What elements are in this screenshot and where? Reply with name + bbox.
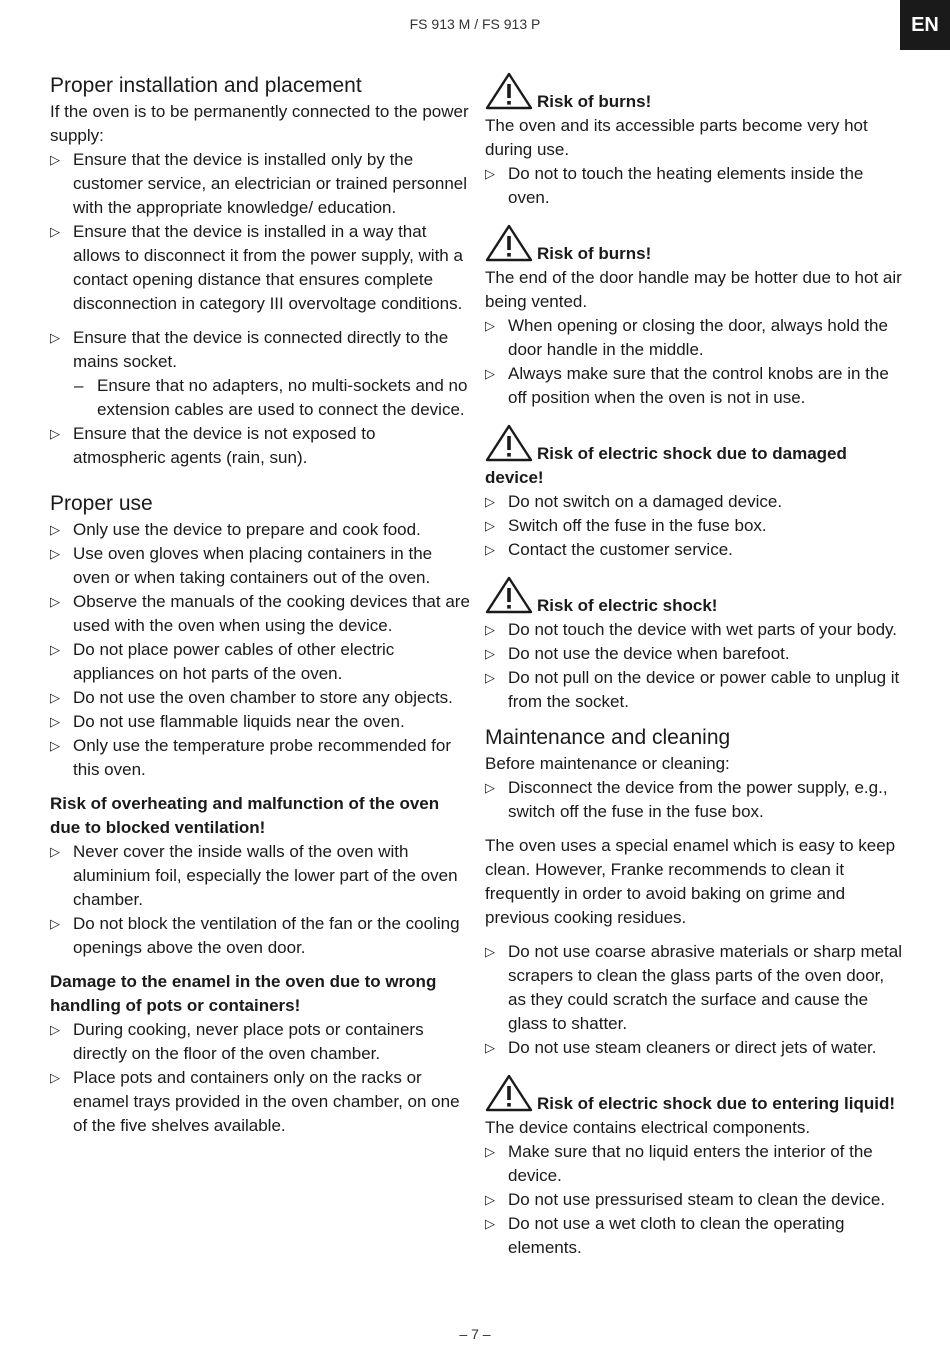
warning-title: Risk of electric shock!	[537, 596, 718, 615]
shock-warning-2	[485, 576, 905, 618]
shock1-list	[485, 490, 905, 562]
section-title-installation: Proper installation and placement	[50, 74, 362, 97]
list-item: ▷ Make sure that no liquid enters the interior of the device.	[485, 1140, 905, 1188]
list-item: ▷ Do not use the device when barefoot.	[485, 642, 905, 666]
section-title-use: Proper use	[50, 492, 153, 515]
overheat-list	[50, 840, 470, 960]
burns-warning-2	[485, 224, 905, 266]
warning-title: Risk of burns!	[537, 92, 652, 111]
warning-triangle-icon	[485, 1074, 533, 1112]
right-column	[485, 72, 905, 1260]
installation-list	[50, 148, 470, 316]
list-item: ▷ Do not touch the device with wet parts of your body.	[485, 618, 905, 642]
list-item: ▷ When opening or closing the door, always hold the door handle in the middle.	[485, 314, 905, 362]
list-item: ▷ Do not block the ventilation of the fan or the cooling openings above the oven door.	[50, 912, 470, 960]
maintenance-list-2	[485, 940, 905, 1060]
list-item: ▷ Do not use flammable liquids near the oven.	[50, 710, 470, 734]
list-item: ▷ Do not use coarse abrasive materials or sharp metal scrapers to clean the glass parts of the oven door, as they could scratch the surface and cause the glass to shatter.	[485, 940, 905, 1036]
list-item: ▷ Do not place power cables of other electric appliances on hot parts of the oven.	[50, 638, 470, 686]
warning-title: Risk of electric shock due to damaged device!	[485, 444, 847, 487]
list-item: ▷ During cooking, never place pots or containers directly on the floor of the oven chamber.	[50, 1018, 470, 1066]
list-item: ▷ Always make sure that the control knobs are in the off position when the oven is not in use.	[485, 362, 905, 410]
list-item: ▷ Do not use a wet cloth to clean the operating elements.	[485, 1212, 905, 1260]
burns-warning-1	[485, 72, 905, 114]
list-item: ▷ Do not to touch the heating elements inside the oven.	[485, 162, 905, 210]
list-item: ▷ Do not pull on the device or power cable to unplug it from the socket.	[485, 666, 905, 714]
page-number: – 7 –	[459, 1326, 491, 1342]
warning-triangle-icon	[485, 224, 533, 262]
list-item: ▷ Do not use steam cleaners or direct jets of water.	[485, 1036, 905, 1060]
warning-text: The end of the door handle may be hotter due to hot air being vented.	[485, 268, 902, 311]
warning-text: The oven and its accessible parts become very hot during use.	[485, 116, 868, 159]
warning-title: Risk of electric shock due to entering liquid!	[537, 1094, 896, 1113]
use-list	[50, 518, 470, 782]
enamel-warning-title: Damage to the enamel in the oven due to wrong handling of pots or containers!	[50, 972, 437, 1015]
maintenance-text: The oven uses a special enamel which is easy to keep clean. However, Franke recommends to clean it frequently in order to avoid baking on grime and previous cooking residues.	[485, 836, 896, 927]
burns1-list	[485, 162, 905, 210]
warning-triangle-icon	[485, 424, 533, 462]
list-item: ▷ Ensure that the device is installed in a way that allows to disconnect it from the power supply, with a contact opening distance that ensures complete disconnection in category III overvoltage conditions.	[50, 220, 470, 316]
enamel-list	[50, 1018, 470, 1138]
shock2-list	[485, 618, 905, 714]
list-item: ▷ Ensure that the device is installed only by the customer service, an electrician or trained personnel with the appropriate knowledge/ education.	[50, 148, 470, 220]
section-title-maintenance: Maintenance and cleaning	[485, 726, 731, 749]
list-item: ▷ Do not use the oven chamber to store any objects.	[50, 686, 470, 710]
list-item: ▷ Never cover the inside walls of the oven with aluminium foil, especially the lower part of the oven chamber.	[50, 840, 470, 912]
header-model: FS 913 M / FS 913 P	[409, 16, 541, 32]
shock3-list	[485, 1140, 905, 1260]
installation-intro: If the oven is to be permanently connected to the power supply:	[50, 102, 469, 145]
list-item: ▷ Observe the manuals of the cooking devices that are used with the oven when using the device.	[50, 590, 470, 638]
warning-triangle-icon	[485, 576, 533, 614]
list-item: ▷ Do not switch on a damaged device.	[485, 490, 905, 514]
list-item: ▷ Switch off the fuse in the fuse box.	[485, 514, 905, 538]
sub-list-item: – Ensure that no adapters, no multi-sockets and no extension cables are used to connect the device.	[50, 374, 470, 422]
warning-text: The device contains electrical components.	[485, 1118, 811, 1137]
burns2-list	[485, 314, 905, 410]
list-item: ▷ Place pots and containers only on the racks or enamel trays provided in the oven chamber, on one of the five shelves available.	[50, 1066, 470, 1138]
list-item: ▷ Ensure that the device is not exposed to atmospheric agents (rain, sun).	[50, 422, 470, 470]
warning-triangle-icon	[485, 72, 533, 110]
shock-warning-3	[485, 1074, 905, 1116]
shock-warning-1	[485, 424, 905, 490]
list-item: ▷ Only use the temperature probe recommended for this oven.	[50, 734, 470, 782]
left-column	[50, 72, 470, 1138]
list-item: ▷ Disconnect the device from the power supply, e.g., switch off the fuse in the fuse box.	[485, 776, 905, 824]
list-item: ▷ Only use the device to prepare and cook food.	[50, 518, 470, 542]
list-item: ▷ Contact the customer service.	[485, 538, 905, 562]
overheat-warning-title: Risk of overheating and malfunction of the oven due to blocked ventilation!	[50, 794, 440, 837]
list-item: ▷ Do not use pressurised steam to clean the device.	[485, 1188, 905, 1212]
warning-title: Risk of burns!	[537, 244, 652, 263]
maintenance-list	[485, 776, 905, 824]
maintenance-intro: Before maintenance or cleaning:	[485, 754, 730, 773]
list-item: ▷ Ensure that the device is connected directly to the mains socket.	[50, 326, 470, 374]
list-item: ▷ Use oven gloves when placing containers in the oven or when taking containers out of the oven.	[50, 542, 470, 590]
installation-list-2	[50, 326, 470, 470]
language-badge: EN	[900, 0, 950, 50]
